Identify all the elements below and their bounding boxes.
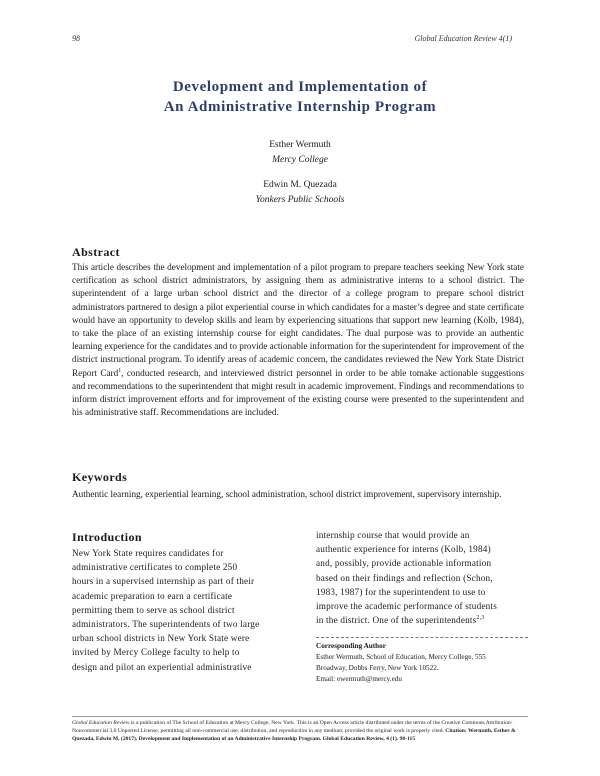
introduction-left-text [72, 546, 298, 674]
text-line: and, possibly, provide actionable information [316, 558, 492, 569]
page-number: 98 [72, 34, 80, 43]
text-line: hours in a supervised internship as part of their [72, 576, 255, 587]
footnote-marker: 1 [118, 367, 122, 374]
text-line: invited by Mercy College faculty to help to [72, 647, 240, 658]
author-name: Esther Wermuth [269, 140, 331, 150]
text-line [316, 613, 528, 627]
footer-citation: Citation: Wermuth, Esther & Quezada, Edwin M. (2017). Development and Implementation of an Administrative Internship Program. Global Education Review, 4 (1). 98-115 [72, 728, 516, 743]
author-name: Edwin M. Quezada [263, 180, 337, 190]
abstract-text [72, 261, 524, 419]
corresponding-line: Email: ewermuth@mercy.edu [316, 675, 402, 683]
title-line-1: Development and Implementation of [172, 79, 428, 95]
introduction-right-column [316, 528, 528, 627]
author-affiliation: Mercy College [272, 155, 328, 165]
author-block-2 [0, 178, 600, 208]
keywords-heading: Keywords [72, 470, 128, 484]
corresponding-author [316, 641, 546, 685]
abstract-text-part-1: This article describes the development and implementation of a pilot program to prepare teachers seeking New York state certification as school district administrators, by assigning them as administrative interns to a school district. The superintendent of a large urban school district and the director of a college program to prepare school district administrators partnered to design a pilot experiential course in which candidates for a master’s degree and state certificate would have an opportunity to develop skills and learn by experiencing situations that support new learning (Kolb, 1984), to take the place of an existing internship course for eight candidates. The dual purpose was to provide an authentic learning experience for the candidates and to provide actionable information for the superintendent for improvement of the district instructional program. To identify areas of academic concern, the candidates reviewed the New York State District Report Card [72, 262, 524, 378]
text-line: design and pilot an experiential administrative [72, 661, 252, 672]
text-line-part: in the district. One of the superintendents [316, 615, 477, 626]
footnote-marker: 2,3 [476, 615, 485, 622]
journal-header: Global Education Review 4(1) [414, 34, 512, 43]
footer-journal-name: Global Education Review [72, 720, 130, 726]
author-block-1 [0, 138, 600, 168]
abstract-section [72, 245, 524, 419]
corresponding-line: Broadway, Dobbs Ferry, New York 10522. [316, 664, 439, 672]
text-line: urban school districts in New York State were [72, 633, 250, 644]
article-title [0, 77, 600, 117]
keywords-section [72, 470, 524, 501]
introduction-left-column [72, 530, 298, 674]
abstract-text-part-2: , conducted research, and interviewed district personnel in order to be able tomake actionable suggestions and recommendations to the superintendent that might result in academic improvement. Findings and recommendations to inform district improvement efforts and for improvement of the existing course were presented to the superintendent and his administrative staff. Recommendations are included. [72, 367, 524, 418]
text-line: administrative certificates to complete 250 [72, 562, 238, 573]
corresponding-heading: Corresponding Author [316, 642, 386, 650]
text-line: 1983, 1987) for the superintendent to use to [316, 586, 486, 597]
corresponding-line: Esther Wermuth, School of Education, Mercy College, 555 [316, 653, 486, 661]
footer-note [72, 719, 528, 744]
text-line: improve the academic performance of students [316, 601, 497, 612]
abstract-heading: Abstract [72, 245, 120, 259]
separator-rule [316, 637, 528, 638]
text-line: authentic experience for interns (Kolb, 1984) [316, 544, 491, 555]
author-affiliation: Yonkers Public Schools [255, 195, 345, 205]
footer-license-text: is a publication of The School of Education at Mercy College, New York. This is an Open Access article distributed under the terms of the Creative Commons Attribution-Noncommercial 3.0 Unported License, permitting all non-commercial use, distribution, and reproduction in any medium, provided the original work is properly cited. [72, 720, 513, 735]
title-line-2: An Administrative Internship Program [163, 99, 437, 115]
footer-rule [72, 716, 528, 717]
text-line: New York State requires candidates for [72, 548, 224, 558]
text-line: administrators. The superintendents of two large [72, 619, 260, 630]
text-line: based on their findings and reflection (Schon, [316, 572, 493, 583]
text-line: academic preparation to earn a certificate [72, 590, 233, 601]
introduction-heading: Introduction [72, 530, 142, 544]
text-line: internship course that would provide an [316, 530, 470, 540]
keywords-text: Authentic learning, experiential learning, school administration, school district improvement, supervisory internship. [72, 489, 502, 499]
text-line: permitting them to serve as school district [72, 604, 235, 615]
